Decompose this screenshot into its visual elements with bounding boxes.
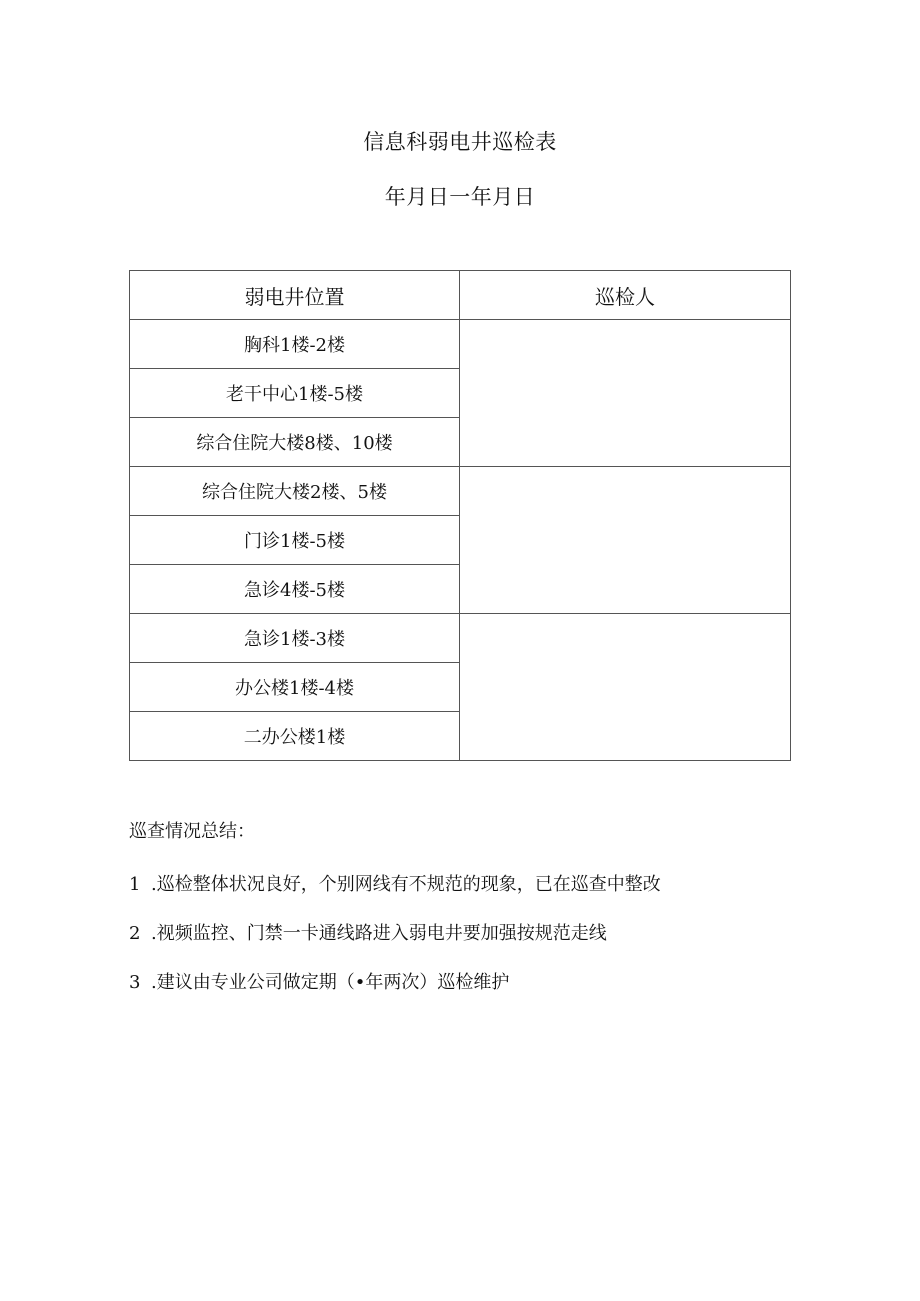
inspector-cell bbox=[460, 320, 791, 467]
inspector-cell bbox=[460, 467, 791, 614]
inspector-cell bbox=[460, 614, 791, 761]
summary-item bbox=[129, 922, 607, 946]
summary-heading: 巡查情况总结： bbox=[129, 821, 255, 842]
location-cell: 急诊4楼-5楼 bbox=[130, 565, 460, 614]
summary-item bbox=[129, 971, 509, 995]
location-cell: 门诊1楼-5楼 bbox=[130, 516, 460, 565]
item-text: .巡检整体状况良好，个别网线有不规范的现象，已在巡查中整改 bbox=[151, 874, 661, 895]
table-row bbox=[130, 467, 791, 516]
location-cell: 二办公楼1楼 bbox=[130, 712, 460, 761]
item-number: 2 bbox=[129, 923, 141, 944]
table-row bbox=[130, 614, 791, 663]
document-title: 信息科弱电井巡检表 bbox=[363, 130, 557, 154]
location-cell: 急诊1楼-3楼 bbox=[130, 614, 460, 663]
location-cell: 综合住院大楼8楼、10楼 bbox=[130, 418, 460, 467]
table-header-row bbox=[130, 271, 791, 320]
item-text: .视频监控、门禁一卡通线路进入弱电井要加强按规范走线 bbox=[151, 923, 607, 944]
inspection-table bbox=[129, 270, 791, 761]
location-cell: 老干中心1楼-5楼 bbox=[130, 369, 460, 418]
location-cell: 胸科1楼-2楼 bbox=[130, 320, 460, 369]
header-location: 弱电井位置 bbox=[130, 271, 460, 320]
summary-item bbox=[129, 873, 661, 897]
item-number: 1 bbox=[129, 874, 141, 895]
location-cell: 综合住院大楼2楼、5楼 bbox=[130, 467, 460, 516]
date-range: 年月日一年月日 bbox=[384, 185, 536, 209]
header-inspector: 巡检人 bbox=[460, 271, 791, 320]
item-text: .建议由专业公司做定期（•年两次）巡检维护 bbox=[151, 972, 510, 993]
location-cell: 办公楼1楼-4楼 bbox=[130, 663, 460, 712]
item-number: 3 bbox=[129, 972, 141, 993]
table-row bbox=[130, 320, 791, 369]
